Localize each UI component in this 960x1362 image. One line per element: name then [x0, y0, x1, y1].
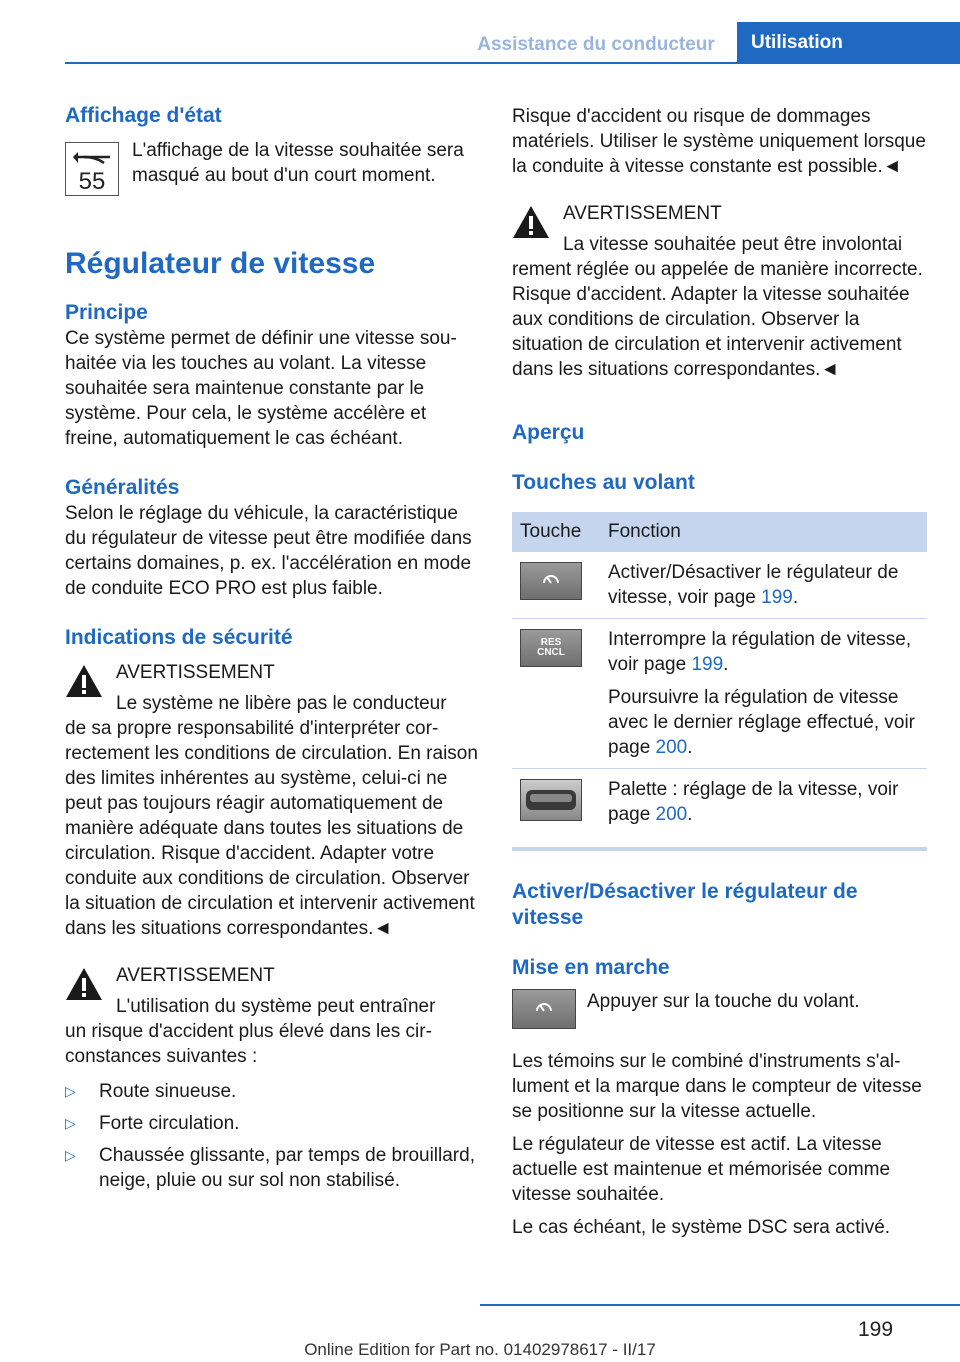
generalites-text: Selon le réglage du véhicule, la caractéristique du régulateur de vitesse peut être modifiée dans certains domaines, p. ex. l'accélération en mode de conduite ECO PRO est plus faible. — [65, 503, 472, 599]
affichage-etat-text: L'affichage de la vitesse souhaitée sera masqué au bout d'un court moment. — [132, 140, 464, 186]
bullet-marker-icon: ▷ — [65, 1083, 76, 1099]
footer-rule — [480, 1304, 960, 1306]
mise-en-marche-heading: Mise en marche — [512, 956, 670, 979]
header-tab-utilisation[interactable]: Utilisation — [737, 22, 960, 62]
page-title: Régulateur de vitesse — [65, 247, 376, 280]
bullet-marker-icon: ▷ — [65, 1115, 76, 1131]
speed-display-value: 55 — [78, 168, 106, 195]
steering-keys-table — [512, 512, 927, 851]
conditions-list — [65, 1079, 480, 1193]
warning-3-title: AVERTISSEMENT — [563, 203, 722, 224]
affichage-etat-block — [65, 138, 480, 200]
activer-heading: Activer/Désactiver le régulateur de vitesse — [512, 880, 858, 929]
header-section-title: Assistance du conducteur — [477, 34, 715, 55]
right-column — [512, 100, 927, 1240]
row2-text-2: Poursuivre la régulation de vitesse avec le dernier réglage effectué, voir page — [608, 687, 915, 758]
warning-1-title: AVERTISSEMENT — [116, 662, 275, 683]
speed-display-icon — [65, 142, 119, 196]
page-link-200[interactable]: 200 — [655, 737, 688, 758]
table-header-row — [512, 512, 927, 552]
page-link-199[interactable]: 199 — [761, 587, 793, 608]
warning-block-3 — [512, 201, 927, 382]
warning-triangle-icon — [512, 205, 550, 239]
warning-3-first-line: La vitesse souhaitée peut être involontai — [563, 234, 903, 255]
paragraph-1: Les témoins sur le combiné d'instruments s'allument et la marque dans le compteur de vitesse se positionne sur la vitesse actuelle. — [512, 1051, 922, 1122]
mise-en-marche-text: Appuyer sur la touche du volant. — [587, 991, 860, 1012]
apercu-heading: Aperçu — [512, 421, 585, 444]
bullet-marker-icon: ▷ — [65, 1147, 76, 1163]
footer-edition: Online Edition for Part no. 01402978617 - II/17 — [304, 1340, 656, 1359]
principe-text: Ce système permet de définir une vitesse souhaitée via les touches au volant. La vitesse souhaitée sera maintenue constante par le système. Pour cela, le système accélère et freine, automatiquement le cas échéant. — [65, 328, 457, 449]
table-header-touche: Touche — [512, 512, 600, 552]
page-link-199[interactable]: 199 — [691, 654, 724, 675]
row2-text: Interrompre la régulation de vitesse, voir page — [608, 629, 912, 675]
warning-2-text: un risque d'accident plus élevé dans les circonstances suivantes : — [65, 1021, 432, 1067]
generalites-heading: Généralités — [65, 476, 180, 499]
warning-triangle-icon — [65, 664, 103, 698]
page-number: 199 — [858, 1318, 894, 1341]
row3-text: Palette : réglage de la vitesse, voir page — [608, 779, 899, 825]
paragraph-2: Le régulateur de vitesse est actif. La vitesse actuelle est maintenue et mémorisée comme vitesse souhaitée. — [512, 1134, 891, 1205]
securite-heading: Indications de sécurité — [65, 626, 293, 649]
table-header-fonction: Fonction — [600, 512, 927, 552]
affichage-etat-heading: Affichage d'état — [65, 104, 222, 127]
row1-text: Activer/Désactiver le régulateur de vitesse, voir page — [608, 562, 899, 608]
warning-2-first-line: L'utilisation du système peut entraîner — [116, 996, 436, 1017]
list-item: ▷ Forte circulation. — [65, 1113, 240, 1134]
speed-rocker-icon — [520, 779, 582, 821]
mise-en-marche-block — [512, 989, 927, 1035]
warning-3-text: rement réglée ou appelée de manière incorrecte. Risque d'accident. Adapter la vitesse souhaitée aux conditions de circulation. Observer la situation de circulation et intervenir activement dans les situations correspondantes.◄ — [512, 259, 923, 380]
warning-1-text: de sa propre responsabilité d'interpréter correctement les conditions de circulation. En raison des limites inhérentes au système, celui-ci ne peut pas toujours réagir automatiquement de manière adéquate dans toutes les situations de circulation. Risque d'accident. Adapter votre conduite aux conditions de circulation. Observer la situation de circulation et intervenir activement dans les situations correspondantes.◄ — [65, 718, 478, 939]
warning-block-2 — [65, 963, 480, 1069]
warning-1-first-line: Le système ne libère pas le conducteur — [116, 693, 447, 714]
risk-text: Risque d'accident ou risque de dommages matériels. Utiliser le système uniquement lorsque la conduite à vitesse constante est possible.◄ — [512, 106, 926, 177]
table-row: Activer/Désactiver le régulateur de vitesse, voir page 199. — [512, 552, 927, 619]
res-cncl-button-icon: RES CNCL — [520, 629, 582, 667]
list-item: ▷ Chaussée glissante, par temps de brouillard, neige, pluie ou sur sol non stabilisé. — [65, 1145, 475, 1191]
warning-2-title: AVERTISSEMENT — [116, 965, 275, 986]
touches-heading: Touches au volant — [512, 471, 695, 494]
table-row: Palette : réglage de la vitesse, voir page 200. — [512, 769, 927, 850]
principe-heading: Principe — [65, 301, 148, 324]
warning-triangle-icon — [65, 967, 103, 1001]
cruise-onoff-button-icon — [512, 989, 576, 1029]
warning-block-1 — [65, 660, 480, 941]
header-rule — [65, 62, 960, 64]
left-column — [65, 100, 480, 1193]
list-item: ▷ Route sinueuse. — [65, 1081, 237, 1102]
table-row: RES CNCL Interrompre la régulation de vitesse, voir page 199. Poursuivre la régulation de vitesse avec le dernier réglage effectué, voir page 200. — [512, 619, 927, 769]
page-link-200[interactable]: 200 — [655, 804, 688, 825]
paragraph-3: Le cas échéant, le système DSC sera activé. — [512, 1217, 891, 1238]
cruise-onoff-button-icon — [520, 562, 582, 600]
